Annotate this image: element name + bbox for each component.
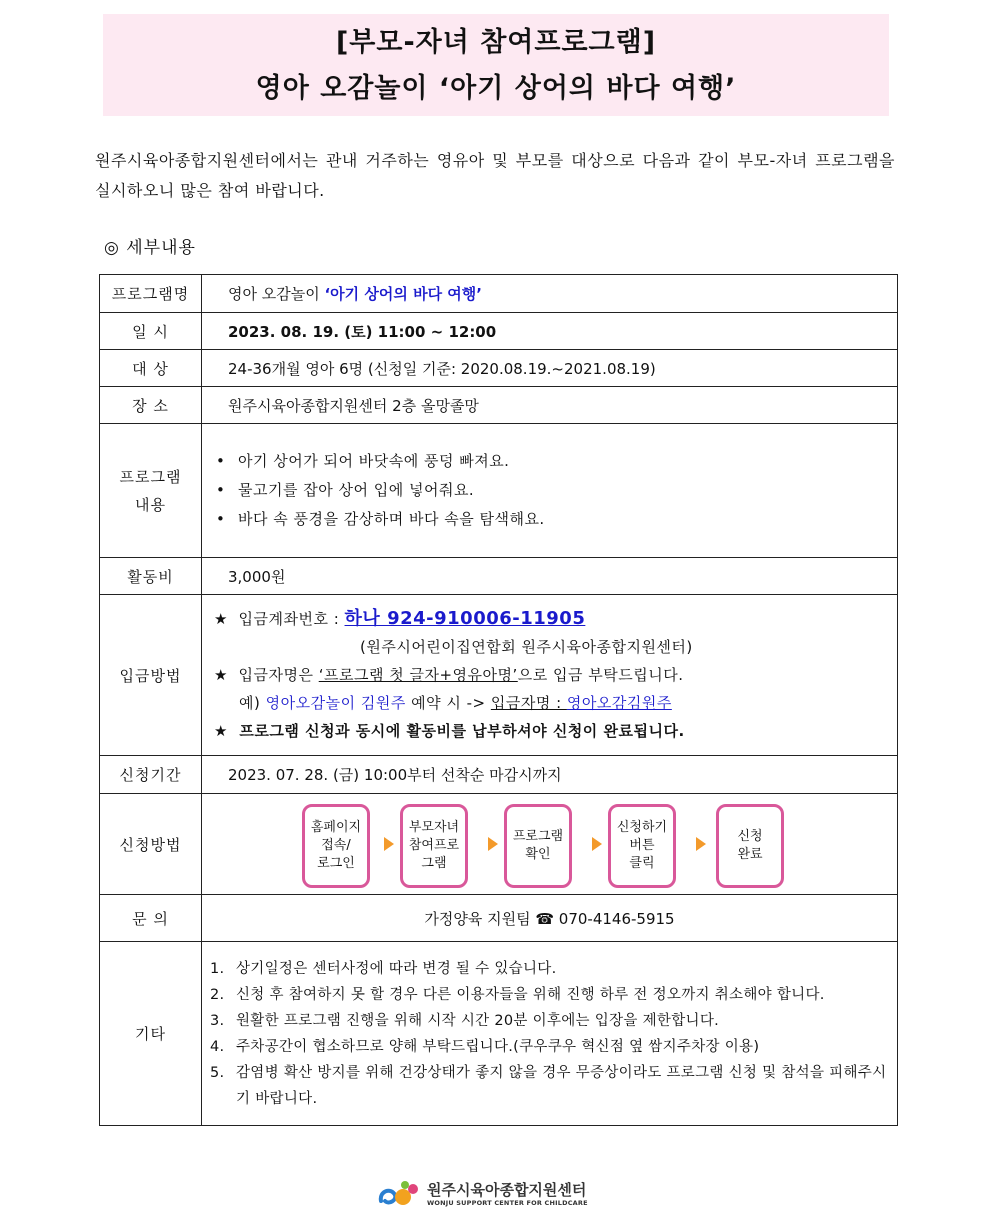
- item-number: 1.: [210, 960, 225, 977]
- star-icon: ★: [214, 610, 228, 628]
- table-row-etc: [100, 942, 898, 1126]
- table-row-content: [100, 424, 898, 558]
- table-row-place: [100, 387, 898, 424]
- example-mid: 예약 시 ->: [405, 694, 491, 712]
- payment-account-line: [214, 605, 897, 633]
- title-line-1: [부모-자녀 참여프로그램]: [335, 27, 657, 58]
- step-flow: [202, 794, 897, 894]
- value-content: [202, 424, 898, 558]
- list-item: [210, 1008, 897, 1034]
- step-text: 신청하기: [616, 820, 668, 835]
- example-program: 영아오감놀이 김원주: [265, 694, 406, 712]
- value-etc: [202, 942, 898, 1126]
- value-program-name: [202, 275, 898, 313]
- arrow-right-icon: [592, 837, 602, 851]
- label-etc: 기타: [100, 942, 202, 1126]
- item-text: 주차공간이 협소하므로 양해 부탁드립니다.(쿠우쿠우 혁신점 옆 쌈지주차장 이용): [236, 1038, 760, 1055]
- step-box-2: [400, 804, 468, 888]
- etc-list: [202, 956, 897, 1112]
- name-rule-prefix: 입금자명은: [238, 666, 319, 684]
- label-program-name: 프로그램명: [100, 275, 202, 313]
- value-date: 2023. 08. 19. (토) 11:00 ~ 12:00: [202, 313, 898, 350]
- step-text: 신청: [737, 829, 763, 844]
- details-table: [99, 274, 898, 1126]
- list-item: [210, 1034, 897, 1060]
- label-date: 일 시: [100, 313, 202, 350]
- notice-text: 프로그램 신청과 동시에 활동비를 납부하셔야 신청이 완료됩니다.: [239, 722, 685, 740]
- item-text: 원활한 프로그램 진행을 위해 시작 시간 20분 이후에는 입장을 제한합니다.: [236, 1012, 720, 1029]
- item-number: 4.: [210, 1038, 225, 1055]
- table-row-date: [100, 313, 898, 350]
- step-text: 그램: [421, 856, 447, 871]
- item-text: 감염병 확산 방지를 위해 건강상태가 좋지 않을 경우 무증상이라도 프로그램 신청 및 참석을 피해주시기 바랍니다.: [236, 1064, 887, 1107]
- item-number: 5.: [210, 1064, 225, 1081]
- list-item: • 바다 속 풍경을 감상하며 바다 속을 탐색해요.: [216, 505, 897, 534]
- step-text: 클릭: [629, 856, 655, 871]
- step-text: 프로그램: [512, 829, 564, 844]
- list-item: [210, 982, 897, 1008]
- star-icon: ★: [214, 666, 228, 684]
- star-icon: ★: [214, 722, 228, 740]
- section-heading: ◎ 세부내용: [104, 238, 196, 258]
- footer-name-ko: 원주시육아종합지원센터: [427, 1181, 587, 1199]
- example-label: 입금자명 :: [490, 694, 567, 712]
- value-period: 2023. 07. 28. (금) 10:00부터 선착순 마감시까지: [202, 756, 898, 794]
- table-row-program-name: [100, 275, 898, 313]
- program-name-highlight: ‘아기 상어의 바다 여행’: [324, 285, 482, 303]
- title-banner: [103, 14, 889, 116]
- step-text: 접속/: [321, 838, 351, 853]
- table-row-payment: [100, 595, 898, 756]
- payment-notice: [214, 717, 897, 745]
- list-item: [210, 956, 897, 982]
- content-list: [202, 447, 897, 534]
- value-target: 24-36개월 영아 6명 (신청일 기준: 2020.08.19.~2021.08.19): [202, 350, 898, 387]
- list-item: [210, 1060, 897, 1112]
- title-line-2: 영아 오감놀이 ‘아기 상어의 바다 여행’: [255, 73, 737, 104]
- step-text: 로그인: [317, 856, 355, 871]
- step-box-5: [716, 804, 784, 888]
- label-content-line-2: 내용: [135, 495, 166, 514]
- footer-name-en: WONJU SUPPORT CENTER FOR CHILDCARE: [427, 1199, 588, 1207]
- table-row-target: [100, 350, 898, 387]
- step-text: 참여프로: [408, 838, 460, 853]
- name-rule-quote: ‘프로그램 첫 글자+영유아명’: [318, 666, 518, 684]
- label-period: 신청기간: [100, 756, 202, 794]
- item-number: 3.: [210, 1012, 225, 1029]
- table-row-fee: [100, 558, 898, 595]
- value-inquiry: 가정양육 지원팀 ☎ 070-4146-5915: [202, 895, 898, 942]
- item-text: 신청 후 참여하지 못 할 경우 다른 이용자들을 위해 진행 하루 전 정오까지 취소해야 합니다.: [236, 986, 825, 1003]
- payment-example: [214, 689, 897, 717]
- arrow-right-icon: [384, 837, 394, 851]
- value-fee: 3,000원: [202, 558, 898, 595]
- table-row-method: [100, 794, 898, 895]
- value-place: 원주시육아종합지원센터 2층 올망졸망: [202, 387, 898, 424]
- value-payment: [202, 595, 898, 756]
- name-rule-suffix: 으로 입금 부탁드립니다.: [517, 666, 684, 684]
- intro-paragraph: 원주시육아종합지원센터에서는 관내 거주하는 영유아 및 부모를 대상으로 다음과 같이 부모-자녀 프로그램을 실시하오니 많은 참여 바랍니다.: [95, 151, 895, 200]
- footer-logo: [377, 1177, 588, 1211]
- example-prefix: 예): [239, 694, 266, 712]
- account-number: 하나 924-910006-11905: [344, 608, 586, 629]
- step-text: 버튼: [629, 838, 655, 853]
- label-payment: 입금방법: [100, 595, 202, 756]
- step-text: 부모자녀: [408, 820, 460, 835]
- step-text: 완료: [737, 847, 763, 862]
- step-text: 확인: [525, 847, 551, 862]
- label-inquiry: 문 의: [100, 895, 202, 942]
- label-fee: 활동비: [100, 558, 202, 595]
- center-logo-icon: [377, 1177, 423, 1211]
- item-text: 상기일정은 센터사정에 따라 변경 될 수 있습니다.: [236, 960, 557, 977]
- step-box-3: [504, 804, 572, 888]
- account-holder: (원주시어린이집연합회 원주시육아종합지원센터): [360, 638, 693, 656]
- arrow-right-icon: [696, 837, 706, 851]
- label-content-line-1: 프로그램: [119, 467, 182, 486]
- label-content: [100, 424, 202, 558]
- table-row-inquiry: [100, 895, 898, 942]
- step-text: 홈페이지: [310, 820, 362, 835]
- example-name: 영아오감김원주: [566, 694, 672, 712]
- program-name-prefix: 영아 오감놀이: [228, 285, 325, 303]
- label-target: 대 상: [100, 350, 202, 387]
- list-item: • 아기 상어가 되어 바닷속에 풍덩 빠져요.: [216, 447, 897, 476]
- step-box-1: [302, 804, 370, 888]
- label-method: 신청방법: [100, 794, 202, 895]
- list-item: • 물고기를 잡아 상어 입에 넣어줘요.: [216, 476, 897, 505]
- value-method: [202, 794, 898, 895]
- item-number: 2.: [210, 986, 225, 1003]
- payment-name-rule: [214, 661, 897, 689]
- step-box-4: [608, 804, 676, 888]
- arrow-right-icon: [488, 837, 498, 851]
- table-row-period: [100, 756, 898, 794]
- account-label: 입금계좌번호 :: [238, 610, 345, 628]
- label-place: 장 소: [100, 387, 202, 424]
